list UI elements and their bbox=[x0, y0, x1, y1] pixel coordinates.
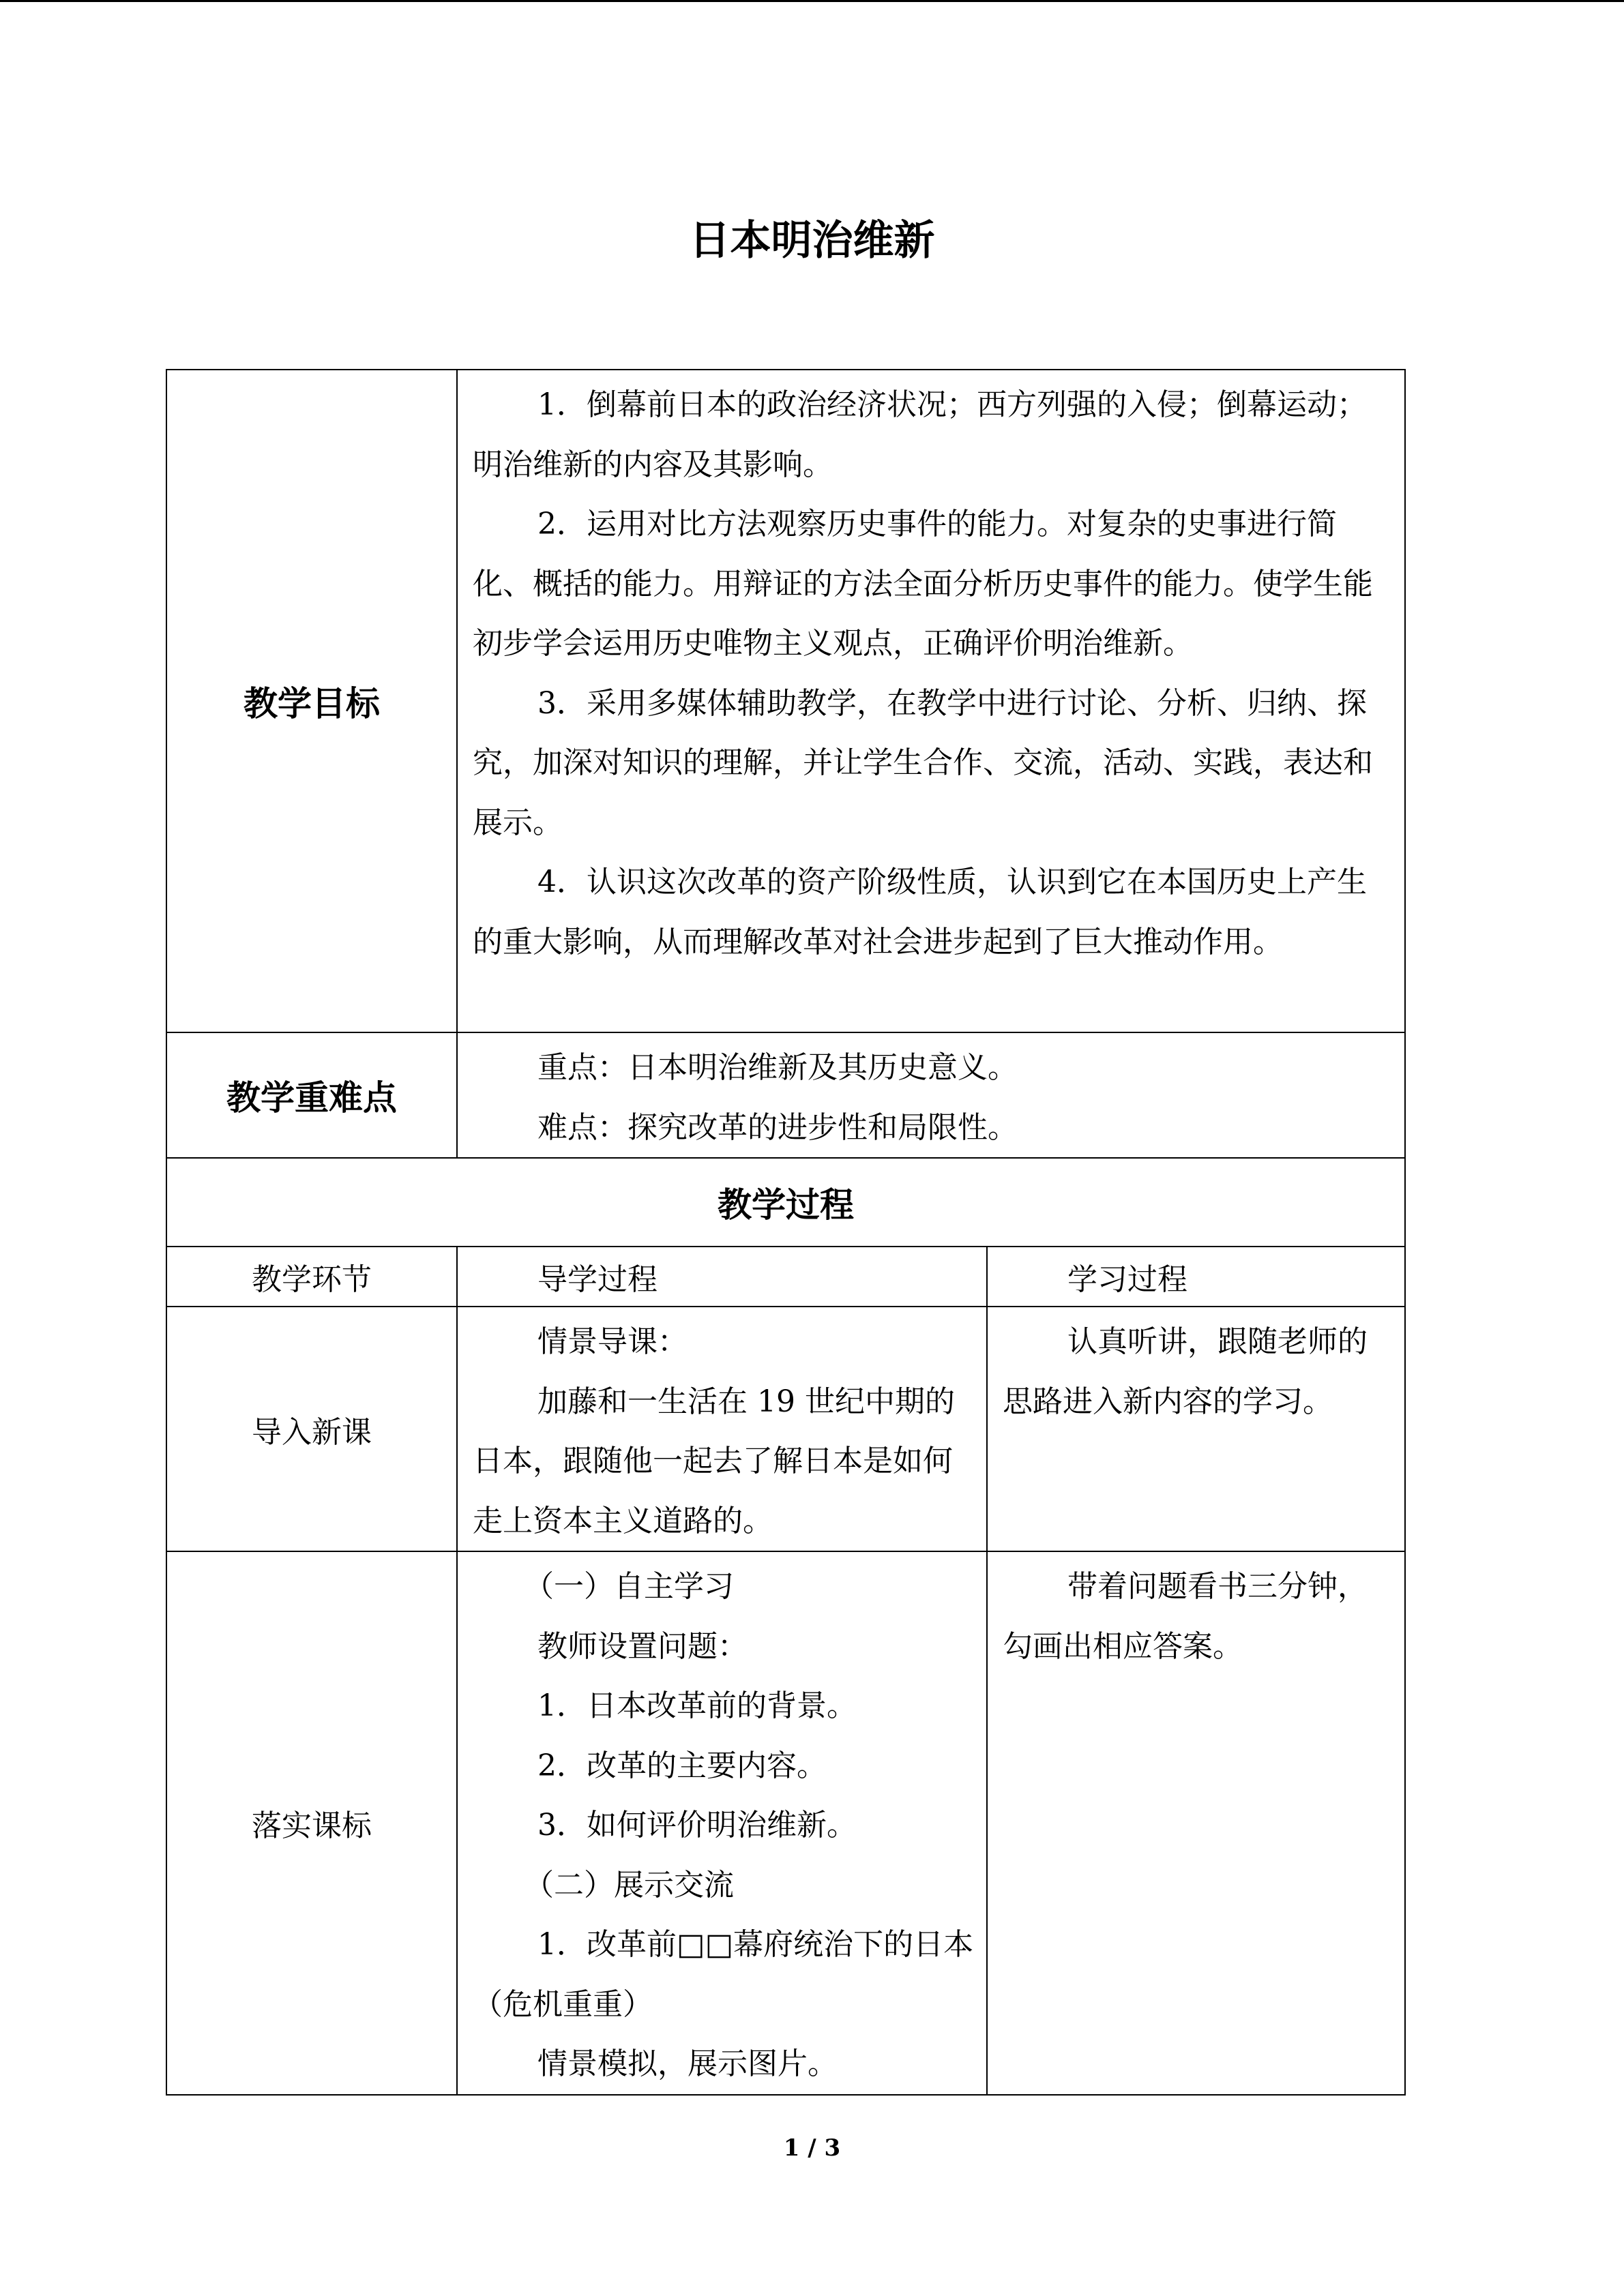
objective-1: 1．倒幕前日本的政治经济状况；西方列强的入侵；倒幕运动；明治维新的内容及其影响。 bbox=[473, 387, 1367, 482]
lesson-plan-table bbox=[166, 369, 1406, 2096]
guide-intro-line-1: 情景导课： bbox=[537, 1324, 688, 1359]
learning-standards bbox=[987, 1551, 1405, 2095]
objectives-content bbox=[457, 370, 1405, 1032]
process-row-standards bbox=[166, 1551, 1405, 2095]
guide-standards-line-4: 2．改革的主要内容。 bbox=[537, 1748, 827, 1783]
guide-standards-line-5: 3．如何评价明治维新。 bbox=[537, 1808, 857, 1843]
key-points-heading: 教学重难点 bbox=[166, 1032, 457, 1158]
focus-point: 重点：日本明治维新及其历史意义。 bbox=[537, 1050, 1018, 1085]
page-number: 1 / 3 bbox=[783, 2134, 841, 2162]
guide-standards-line-1: （一）自主学习 bbox=[524, 1569, 734, 1604]
column-header-row bbox=[166, 1247, 1405, 1307]
learning-standards-line-1: 带着问题看书三分钟，勾画出相应答案。 bbox=[1003, 1569, 1368, 1664]
objective-2: 2．运用对比方法观察历史事件的能力。对复杂的史事进行简化、概括的能力。用辩证的方法全面分析历史事件的能力。使学生能初步学会运用历史唯物主义观点，正确评价明治维新。 bbox=[473, 507, 1373, 661]
objectives-row bbox=[166, 370, 1405, 1032]
key-points-content bbox=[457, 1032, 1405, 1158]
difficulty-point: 难点：探究改革的进步性和局限性。 bbox=[537, 1109, 1018, 1145]
objectives-heading: 教学目标 bbox=[166, 370, 457, 1032]
guide-standards-line-8: 情景模拟，展示图片。 bbox=[537, 2046, 838, 2081]
guide-standards-line-7: 1．改革前□□幕府统治下的日本（危机重重） bbox=[473, 1927, 974, 2022]
process-row-intro bbox=[166, 1307, 1405, 1551]
guide-standards-line-3: 1．日本改革前的背景。 bbox=[537, 1688, 857, 1723]
guide-intro bbox=[457, 1307, 987, 1551]
column-header-learning: 学习过程 bbox=[987, 1247, 1405, 1307]
learning-intro-line-1: 认真听讲，跟随老师的思路进入新内容的学习。 bbox=[1003, 1324, 1368, 1419]
top-border-line bbox=[0, 0, 1624, 2]
guide-standards-line-2: 教师设置问题： bbox=[537, 1628, 748, 1664]
column-header-guide: 导学过程 bbox=[457, 1247, 987, 1307]
stage-intro: 导入新课 bbox=[166, 1307, 457, 1551]
process-heading-row bbox=[166, 1158, 1405, 1247]
guide-intro-line-2: 加藤和一生活在 19 世纪中期的日本，跟随他一起去了解日本是如何走上资本主义道路的。 bbox=[473, 1384, 955, 1538]
stage-standards: 落实课标 bbox=[166, 1551, 457, 2095]
key-points-row bbox=[166, 1032, 1405, 1158]
objective-4: 4．认识这次改革的资产阶级性质，认识到它在本国历史上产生的重大影响，从而理解改革对社会进步起到了巨大推动作用。 bbox=[473, 865, 1367, 959]
objective-3: 3．采用多媒体辅助教学，在教学中进行讨论、分析、归纳、探究，加深对知识的理解，并让学生合作、交流，活动、实践，表达和展示。 bbox=[473, 685, 1373, 840]
column-header-stage: 教学环节 bbox=[166, 1247, 457, 1307]
document-title: 日本明治维新 bbox=[689, 217, 935, 265]
guide-standards-line-6: （二）展示交流 bbox=[524, 1867, 734, 1903]
process-heading: 教学过程 bbox=[166, 1158, 1405, 1247]
learning-intro bbox=[987, 1307, 1405, 1551]
guide-standards bbox=[457, 1551, 987, 2095]
